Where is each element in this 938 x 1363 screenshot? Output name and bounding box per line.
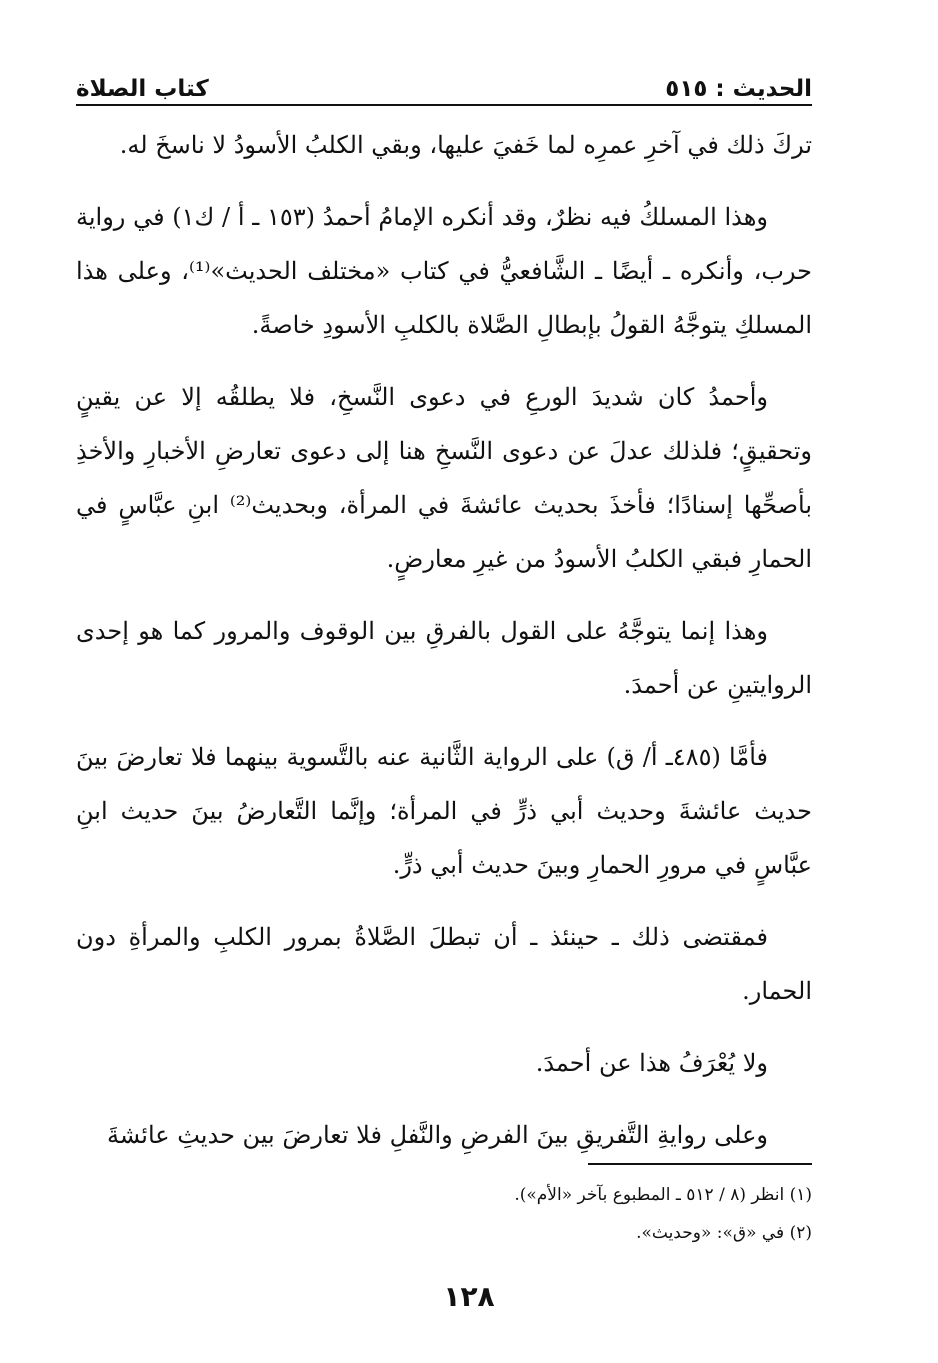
hadith-number: الحديث : ٥١٥ — [665, 76, 812, 102]
footnote: (٢) في «ق»: «وحديث». — [636, 1223, 812, 1243]
paragraph: وعلى روايةِ التَّفريقِ بينَ الفرضِ والنَّفلِ فلا تعارضَ بين حديثِ عائشةَ — [107, 1121, 768, 1149]
paragraph: فأمَّا (٤٨٥ـ أ/ ق) على الرواية الثَّانية عنه بالتَّسوية بينهما فلا تعارضَ بينَ حديث عائشةَ وحديث أبي ذرٍّ في المرأة؛ وإنَّما التَّعارضُ بينَ حديث ابنِ عبَّاسٍ في مرورِ الحمارِ وبينَ حديث أبي ذرٍّ. — [76, 743, 812, 879]
paragraph: تركَ ذلك في آخرِ عمرِه لما خَفيَ عليها، وبقي الكلبُ الأسودُ لا ناسخَ له. — [119, 131, 812, 159]
paragraph: فمقتضى ذلك ـ حينئذ ـ أن تبطلَ الصَّلاةُ بمرور الكلبِ والمرأةِ دون الحمار. — [76, 923, 812, 1005]
paragraph: وهذا إنما يتوجَّهُ على القول بالفرقِ بين الوقوف والمرور كما هو إحدى الروايتينِ عن أحمدَ. — [76, 617, 812, 699]
footnote: (١) انظر (٨ / ٥١٢ ـ المطبوع بآخر «الأم»). — [514, 1185, 812, 1205]
paragraph: وأحمدُ كان شديدَ الورعِ في دعوى النَّسخِ، فلا يطلقُه إلا عن يقينٍ وتحقيقٍ؛ فلذلك عدلَ عن دعوى النَّسخِ هنا إلى دعوى تعارضِ الأخبارِ والأخذِ بأصحِّها إسنادًا؛ فأخذَ بحديث عائشةَ في المرأة، وبحديث⁽²⁾ ابنِ عبَّاسٍ في الحمارِ فبقي الكلبُ الأسودُ من غيرِ معارضٍ. — [76, 383, 813, 573]
paragraph: وهذا المسلكُ فيه نظرٌ، وقد أنكره الإمامُ أحمدُ (١٥٣ ـ أ / ك١) في رواية حرب، وأنكره ـ أيضًا ـ الشَّافعيُّ في كتاب «مختلف الحديث»⁽¹⁾، وعلى هذا المسلكِ يتوجَّهُ القولُ بإبطالِ الصَّلاة بالكلبِ الأسودِ خاصةً. — [76, 203, 812, 339]
footnotes — [76, 1176, 812, 1252]
header-divider — [76, 104, 812, 106]
footnote-divider — [588, 1163, 812, 1165]
main-text — [76, 118, 812, 1180]
running-header — [76, 62, 812, 102]
chapter-title: كتاب الصلاة — [76, 76, 209, 102]
paragraph: ولا يُعْرَفُ هذا عن أحمدَ. — [535, 1049, 768, 1077]
page-number: ١٢٨ — [443, 1280, 495, 1313]
